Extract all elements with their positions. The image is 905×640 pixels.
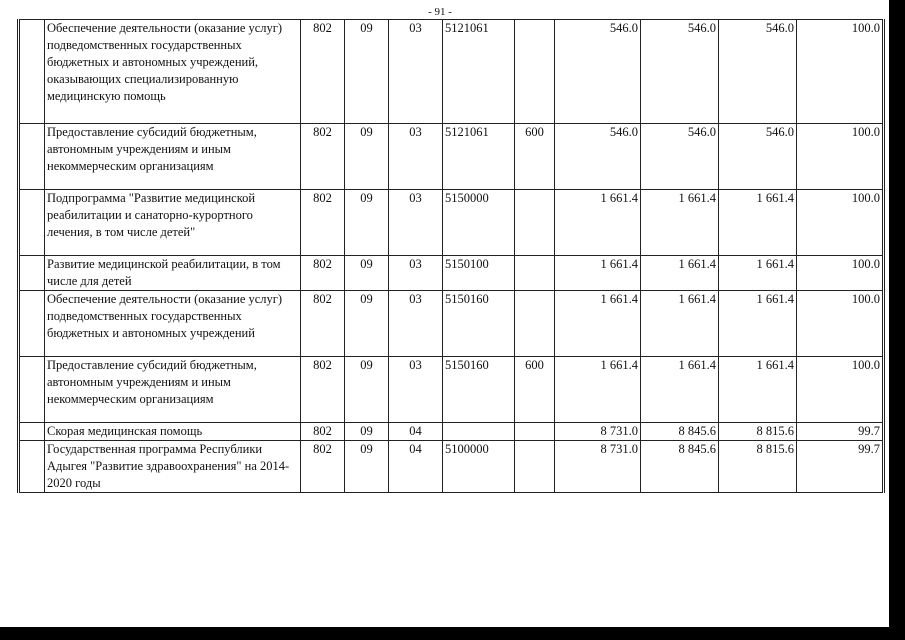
row-name: Обеспечение деятельности (оказание услуг) подведомственных государственных бюджетных и автономных учреждений, оказывающих специализированную медицинскую помощь — [45, 20, 301, 124]
subsection-code: 03 — [389, 357, 443, 423]
amount-3: 8 815.6 — [719, 441, 797, 493]
ved-code: 802 — [301, 20, 345, 124]
amount-3: 8 815.6 — [719, 423, 797, 441]
table-row — [19, 20, 884, 124]
amount-1: 546.0 — [555, 124, 641, 190]
amount-3: 546.0 — [719, 20, 797, 124]
table-row — [19, 291, 884, 357]
amount-3: 1 661.4 — [719, 190, 797, 256]
execution-percent: 100.0 — [797, 20, 884, 124]
row-name: Предоставление субсидий бюджетным, автономным учреждениям и иным некоммерческим организациям — [45, 357, 301, 423]
expense-type-code — [515, 20, 555, 124]
target-article-code: 5150100 — [443, 256, 515, 291]
execution-percent: 100.0 — [797, 190, 884, 256]
amount-2: 8 845.6 — [641, 441, 719, 493]
table-row — [19, 124, 884, 190]
table-row — [19, 256, 884, 291]
expense-type-code — [515, 291, 555, 357]
row-number-cell — [19, 20, 45, 124]
amount-2: 1 661.4 — [641, 190, 719, 256]
amount-1: 8 731.0 — [555, 441, 641, 493]
row-name: Обеспечение деятельности (оказание услуг) подведомственных государственных бюджетных и автономных учреждений — [45, 291, 301, 357]
amount-3: 1 661.4 — [719, 291, 797, 357]
amount-3: 546.0 — [719, 124, 797, 190]
section-code: 09 — [345, 20, 389, 124]
amount-2: 1 661.4 — [641, 357, 719, 423]
amount-2: 1 661.4 — [641, 256, 719, 291]
page-number: - 91 - — [428, 6, 452, 18]
section-code: 09 — [345, 124, 389, 190]
amount-1: 546.0 — [555, 20, 641, 124]
target-article-code: 5150160 — [443, 291, 515, 357]
amount-2: 1 661.4 — [641, 291, 719, 357]
row-number-cell — [19, 190, 45, 256]
subsection-code: 03 — [389, 124, 443, 190]
scan-edge-right — [889, 0, 905, 640]
subsection-code: 03 — [389, 256, 443, 291]
row-number-cell — [19, 357, 45, 423]
table-row — [19, 423, 884, 441]
amount-1: 8 731.0 — [555, 423, 641, 441]
row-number-cell — [19, 441, 45, 493]
execution-percent: 99.7 — [797, 423, 884, 441]
ved-code: 802 — [301, 124, 345, 190]
table-row — [19, 441, 884, 493]
row-name: Подпрограмма "Развитие медицинской реабилитации и санаторно-курортного лечения, в том числе детей" — [45, 190, 301, 256]
target-article-code: 5121061 — [443, 20, 515, 124]
execution-percent: 100.0 — [797, 256, 884, 291]
row-number-cell — [19, 124, 45, 190]
execution-percent: 99.7 — [797, 441, 884, 493]
subsection-code: 03 — [389, 190, 443, 256]
section-code: 09 — [345, 441, 389, 493]
amount-1: 1 661.4 — [555, 256, 641, 291]
row-name: Развитие медицинской реабилитации, в том числе для детей — [45, 256, 301, 291]
table-row — [19, 190, 884, 256]
ved-code: 802 — [301, 291, 345, 357]
section-code: 09 — [345, 190, 389, 256]
amount-1: 1 661.4 — [555, 291, 641, 357]
subsection-code: 04 — [389, 423, 443, 441]
target-article-code — [443, 423, 515, 441]
row-name: Предоставление субсидий бюджетным, автономным учреждениям и иным некоммерческим организациям — [45, 124, 301, 190]
section-code: 09 — [345, 291, 389, 357]
row-name: Скорая медицинская помощь — [45, 423, 301, 441]
amount-3: 1 661.4 — [719, 357, 797, 423]
table-row — [19, 357, 884, 423]
section-code: 09 — [345, 256, 389, 291]
expense-type-code — [515, 441, 555, 493]
row-number-cell — [19, 256, 45, 291]
section-code: 09 — [345, 357, 389, 423]
expense-type-code: 600 — [515, 357, 555, 423]
amount-2: 546.0 — [641, 124, 719, 190]
row-number-cell — [19, 423, 45, 441]
target-article-code: 5150000 — [443, 190, 515, 256]
amount-2: 8 845.6 — [641, 423, 719, 441]
ved-code: 802 — [301, 357, 345, 423]
expense-type-code — [515, 256, 555, 291]
amount-2: 546.0 — [641, 20, 719, 124]
amount-3: 1 661.4 — [719, 256, 797, 291]
ved-code: 802 — [301, 441, 345, 493]
expense-type-code: 600 — [515, 124, 555, 190]
row-number-cell — [19, 291, 45, 357]
ved-code: 802 — [301, 423, 345, 441]
execution-percent: 100.0 — [797, 357, 884, 423]
budget-table — [17, 19, 885, 493]
row-name: Государственная программа Республики Адыгея "Развитие здравоохранения" на 2014-2020 годы — [45, 441, 301, 493]
ved-code: 802 — [301, 190, 345, 256]
subsection-code: 04 — [389, 441, 443, 493]
amount-1: 1 661.4 — [555, 190, 641, 256]
execution-percent: 100.0 — [797, 291, 884, 357]
subsection-code: 03 — [389, 291, 443, 357]
execution-percent: 100.0 — [797, 124, 884, 190]
target-article-code: 5150160 — [443, 357, 515, 423]
target-article-code: 5100000 — [443, 441, 515, 493]
subsection-code: 03 — [389, 20, 443, 124]
target-article-code: 5121061 — [443, 124, 515, 190]
amount-1: 1 661.4 — [555, 357, 641, 423]
ved-code: 802 — [301, 256, 345, 291]
scan-edge-bottom — [0, 627, 905, 640]
expense-type-code — [515, 190, 555, 256]
expense-type-code — [515, 423, 555, 441]
section-code: 09 — [345, 423, 389, 441]
